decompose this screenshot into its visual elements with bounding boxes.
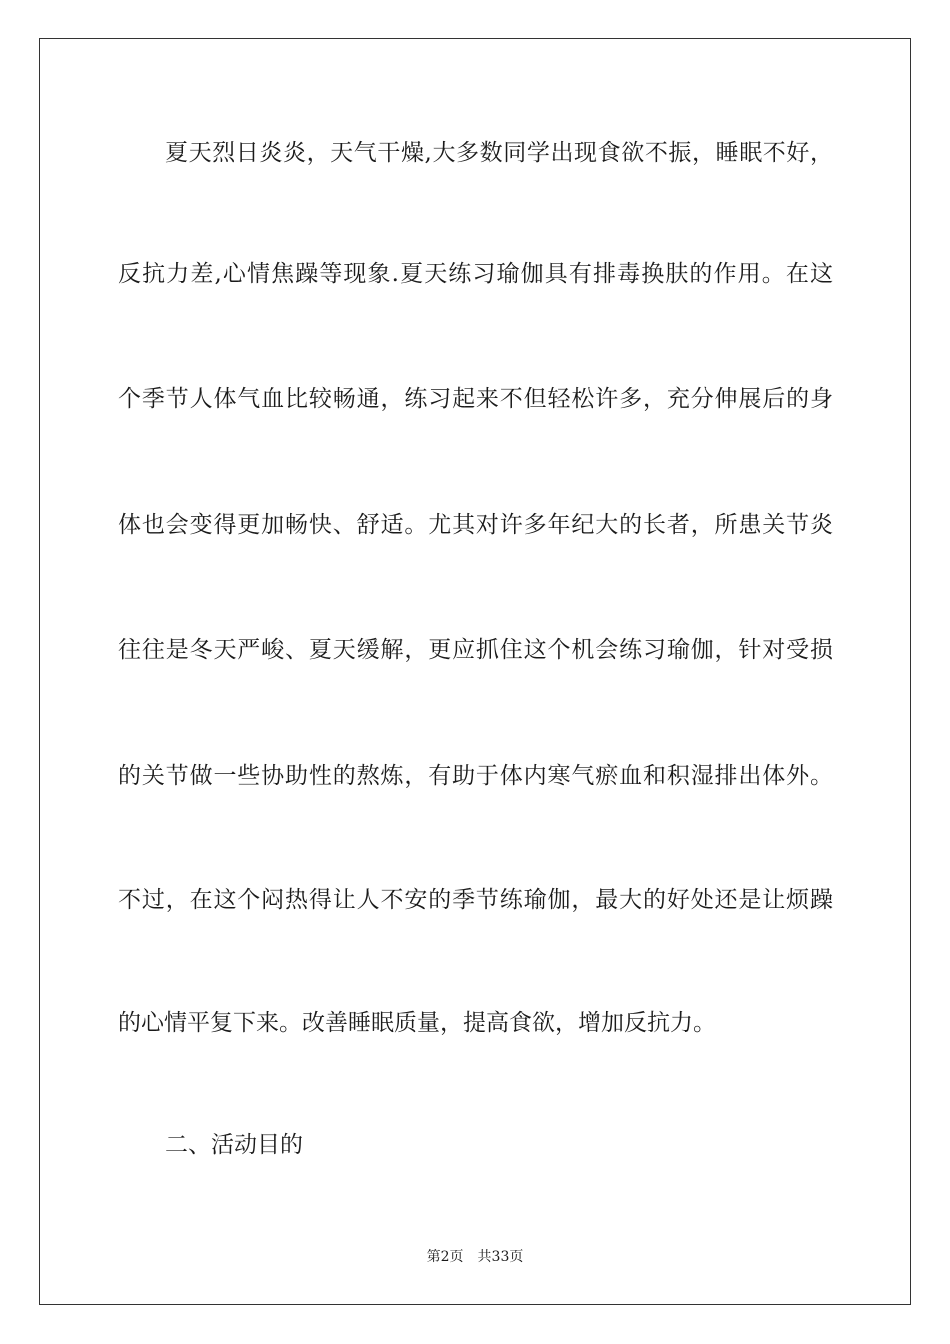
paragraph-line-8: 的心情平复下来。改善睡眠质量，提高食欲，增加反抗力。 — [118, 1010, 716, 1036]
page-total: 共33页 — [477, 1249, 524, 1265]
section-heading: 二、活动目的 — [165, 1132, 303, 1158]
page-border — [39, 38, 911, 1305]
paragraph-line-5: 往往是冬天严峻、夏天缓解，更应抓住这个机会练习瑜伽，针对受损 — [118, 637, 833, 663]
paragraph-line-2: 反抗力差,心情焦躁等现象.夏天练习瑜伽具有排毒换肤的作用。在这 — [118, 261, 833, 287]
paragraph-line-7: 不过，在这个闷热得让人不安的季节练瑜伽，最大的好处还是让烦躁 — [118, 887, 833, 913]
paragraph-line-3: 个季节人体气血比较畅通，练习起来不但轻松许多，充分伸展后的身 — [118, 386, 833, 412]
paragraph-line-1: 夏天烈日炎炎，天气干燥,大多数同学出现食欲不振，睡眠不好， — [165, 140, 833, 166]
paragraph-line-4: 体也会变得更加畅快、舒适。尤其对许多年纪大的长者，所患关节炎 — [118, 512, 833, 538]
page-footer — [0, 1248, 950, 1266]
paragraph-line-6: 的关节做一些协助性的熬炼，有助于体内寒气瘀血和积湿排出体外。 — [118, 763, 833, 789]
page-number: 第2页 — [426, 1249, 464, 1265]
